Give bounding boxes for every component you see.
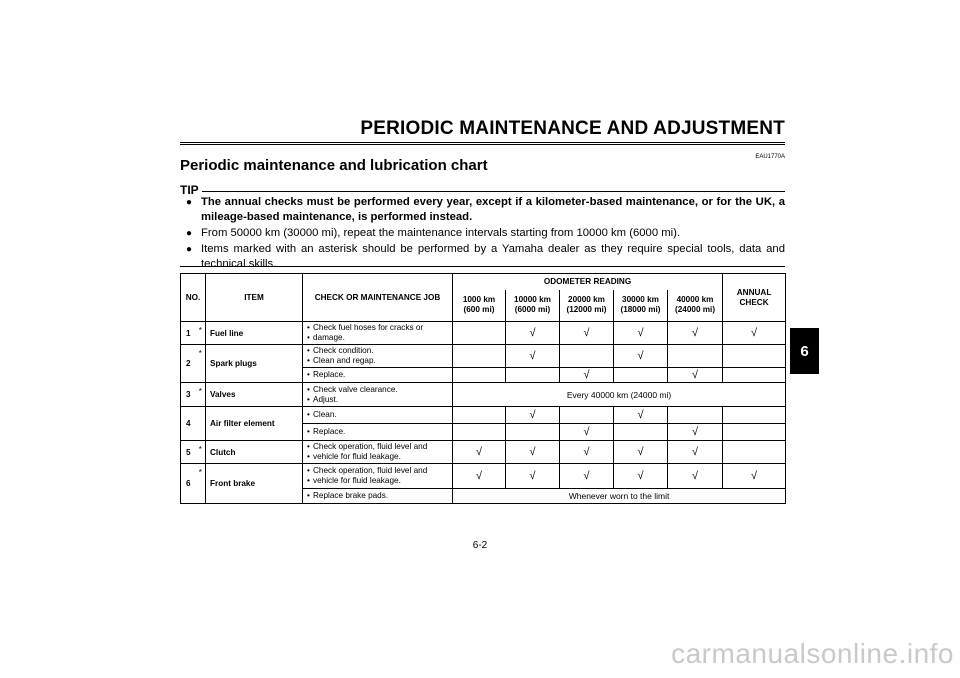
check-mark-cell: [560, 322, 614, 345]
item-number: 3: [181, 383, 196, 407]
maintenance-job: • Clean.: [303, 407, 453, 424]
maintenance-chart-table: [180, 273, 786, 504]
check-mark: √: [583, 446, 590, 458]
tip-bottom-rule: [180, 266, 785, 267]
check-mark-cell: [723, 368, 786, 383]
check-mark-cell: [614, 464, 668, 489]
header-item: ITEM: [206, 274, 303, 322]
check-mark-cell: [506, 424, 560, 441]
check-mark-cell: [723, 424, 786, 441]
chapter-tab: 6: [790, 328, 819, 374]
check-mark-cell: [614, 424, 668, 441]
tip-item: ● From 50000 km (30000 mi), repeat the maintenance intervals starting from 10000 km (6000 mi).: [186, 227, 681, 239]
tip-rule: [202, 191, 785, 192]
check-mark: √: [475, 470, 483, 482]
header-interval-2: 10000 km (6000 mi): [506, 290, 560, 322]
tip-label: TIP: [180, 183, 199, 197]
tip-item: ● Items marked with an asterisk should be performed by a Yamaha dealer as they require special tools, data and technical skills.: [186, 243, 785, 270]
check-mark: √: [529, 409, 536, 421]
check-mark: √: [637, 350, 644, 362]
check-mark-cell: [560, 441, 614, 464]
item-number: 4: [181, 407, 196, 441]
check-mark-cell: [614, 345, 668, 368]
item-number: 2: [181, 345, 196, 383]
dealer-asterisk: *: [196, 464, 206, 504]
page-header-title: PERIODIC MAINTENANCE AND ADJUSTMENT: [360, 118, 785, 139]
maintenance-job: • Replace.: [303, 368, 453, 383]
bullet-icon: ●: [186, 244, 193, 255]
check-mark: √: [751, 327, 758, 339]
check-mark-cell: [723, 322, 786, 345]
header-interval-4: 30000 km (18000 mi): [614, 290, 668, 322]
item-name: Valves: [206, 383, 303, 407]
check-mark-cell: [668, 424, 723, 441]
check-mark-cell: [723, 441, 786, 464]
check-mark-cell: [453, 368, 506, 383]
check-mark: √: [583, 327, 590, 339]
check-mark-cell: [723, 464, 786, 489]
dealer-asterisk: *: [196, 383, 206, 407]
check-mark: √: [692, 327, 699, 339]
item-name: Spark plugs: [206, 345, 303, 383]
check-mark: √: [637, 409, 644, 421]
check-mark-cell: [668, 368, 723, 383]
check-mark-cell: [506, 407, 560, 424]
header-interval-1: 1000 km (600 mi): [453, 290, 506, 322]
table-row: [181, 322, 786, 345]
check-mark-cell: [560, 407, 614, 424]
check-mark-cell: [668, 441, 723, 464]
check-mark-cell: [506, 345, 560, 368]
maintenance-job: • Check condition. • Clean and regap.: [303, 345, 453, 368]
header-interval-3: 20000 km (12000 mi): [560, 290, 614, 322]
check-mark-cell: [506, 441, 560, 464]
tip-item: ● The annual checks must be performed every year, except if a kilometer-based maintenance, or for the UK, a mileage-based maintenance, is performed instead.: [186, 196, 785, 223]
bullet-icon: ●: [186, 197, 193, 208]
check-mark-cell: [560, 424, 614, 441]
item-name: Fuel line: [206, 322, 303, 345]
dealer-asterisk: [196, 407, 206, 441]
dealer-asterisk: *: [196, 322, 206, 345]
interval-note: Every 40000 km (24000 mi): [453, 383, 786, 407]
check-mark: √: [583, 470, 590, 482]
watermark: carmanualsonline.info: [671, 638, 954, 669]
header-no: NO.: [181, 274, 206, 322]
check-mark-cell: [506, 464, 560, 489]
check-mark: √: [692, 426, 699, 438]
header-rule: [180, 142, 785, 145]
check-mark-cell: [723, 407, 786, 424]
check-mark-cell: [506, 368, 560, 383]
check-mark: √: [583, 369, 590, 381]
check-mark-cell: [453, 441, 506, 464]
interval-note: Whenever worn to the limit: [453, 489, 786, 504]
check-mark-cell: [453, 424, 506, 441]
maintenance-job: • Check operation, fluid level and • vehicle for fluid leakage.: [303, 441, 453, 464]
header-odometer: ODOMETER READING: [453, 274, 723, 290]
check-mark: √: [637, 470, 644, 482]
check-mark: √: [529, 350, 536, 362]
table-row: [181, 383, 786, 407]
header-annual-check: ANNUAL CHECK: [723, 274, 786, 322]
item-number: 5: [181, 441, 196, 464]
check-mark: √: [637, 446, 644, 458]
check-mark-cell: [668, 345, 723, 368]
check-mark: √: [637, 327, 644, 339]
document-code: EAU1770A: [755, 154, 785, 160]
check-mark-cell: [506, 322, 560, 345]
item-name: Air filter element: [206, 407, 303, 441]
check-mark-cell: [560, 464, 614, 489]
check-mark-cell: [614, 322, 668, 345]
maintenance-job: • Replace.: [303, 424, 453, 441]
item-name: Front brake: [206, 464, 303, 504]
table-row: [181, 345, 786, 368]
check-mark-cell: [453, 407, 506, 424]
check-mark: √: [692, 369, 699, 381]
check-mark: √: [583, 426, 590, 438]
table-row: [181, 464, 786, 489]
maintenance-job: • Replace brake pads.: [303, 489, 453, 504]
check-mark-cell: [723, 345, 786, 368]
check-mark: √: [529, 446, 536, 458]
page-number: 6-2: [472, 540, 488, 551]
check-mark: √: [692, 470, 699, 482]
maintenance-job: • Check valve clearance. • Adjust.: [303, 383, 453, 407]
header-interval-5: 40000 km (24000 mi): [668, 290, 723, 322]
check-mark-cell: [614, 407, 668, 424]
check-mark: √: [529, 470, 536, 482]
check-mark-cell: [614, 368, 668, 383]
table-row: [181, 407, 786, 424]
check-mark-cell: [668, 407, 723, 424]
maintenance-job: • Check fuel hoses for cracks or • damage.: [303, 322, 453, 345]
dealer-asterisk: *: [196, 345, 206, 383]
check-mark: √: [692, 446, 699, 458]
check-mark-cell: [668, 464, 723, 489]
check-mark-cell: [560, 345, 614, 368]
check-mark: √: [475, 446, 483, 458]
maintenance-job: • Check operation, fluid level and • vehicle for fluid leakage.: [303, 464, 453, 489]
table-row: [181, 441, 786, 464]
check-mark-cell: [453, 345, 506, 368]
check-mark: √: [529, 327, 536, 339]
check-mark-cell: [453, 322, 506, 345]
item-number: 1: [181, 322, 196, 345]
item-name: Clutch: [206, 441, 303, 464]
check-mark-cell: [668, 322, 723, 345]
section-title: Periodic maintenance and lubrication chart: [180, 157, 488, 174]
bullet-icon: ●: [186, 228, 193, 239]
header-job: CHECK OR MAINTENANCE JOB: [303, 274, 453, 322]
check-mark: √: [751, 470, 758, 482]
check-mark-cell: [560, 368, 614, 383]
dealer-asterisk: *: [196, 441, 206, 464]
tip-list: [186, 195, 785, 273]
item-number: 6: [181, 464, 196, 504]
check-mark-cell: [453, 464, 506, 489]
check-mark-cell: [614, 441, 668, 464]
